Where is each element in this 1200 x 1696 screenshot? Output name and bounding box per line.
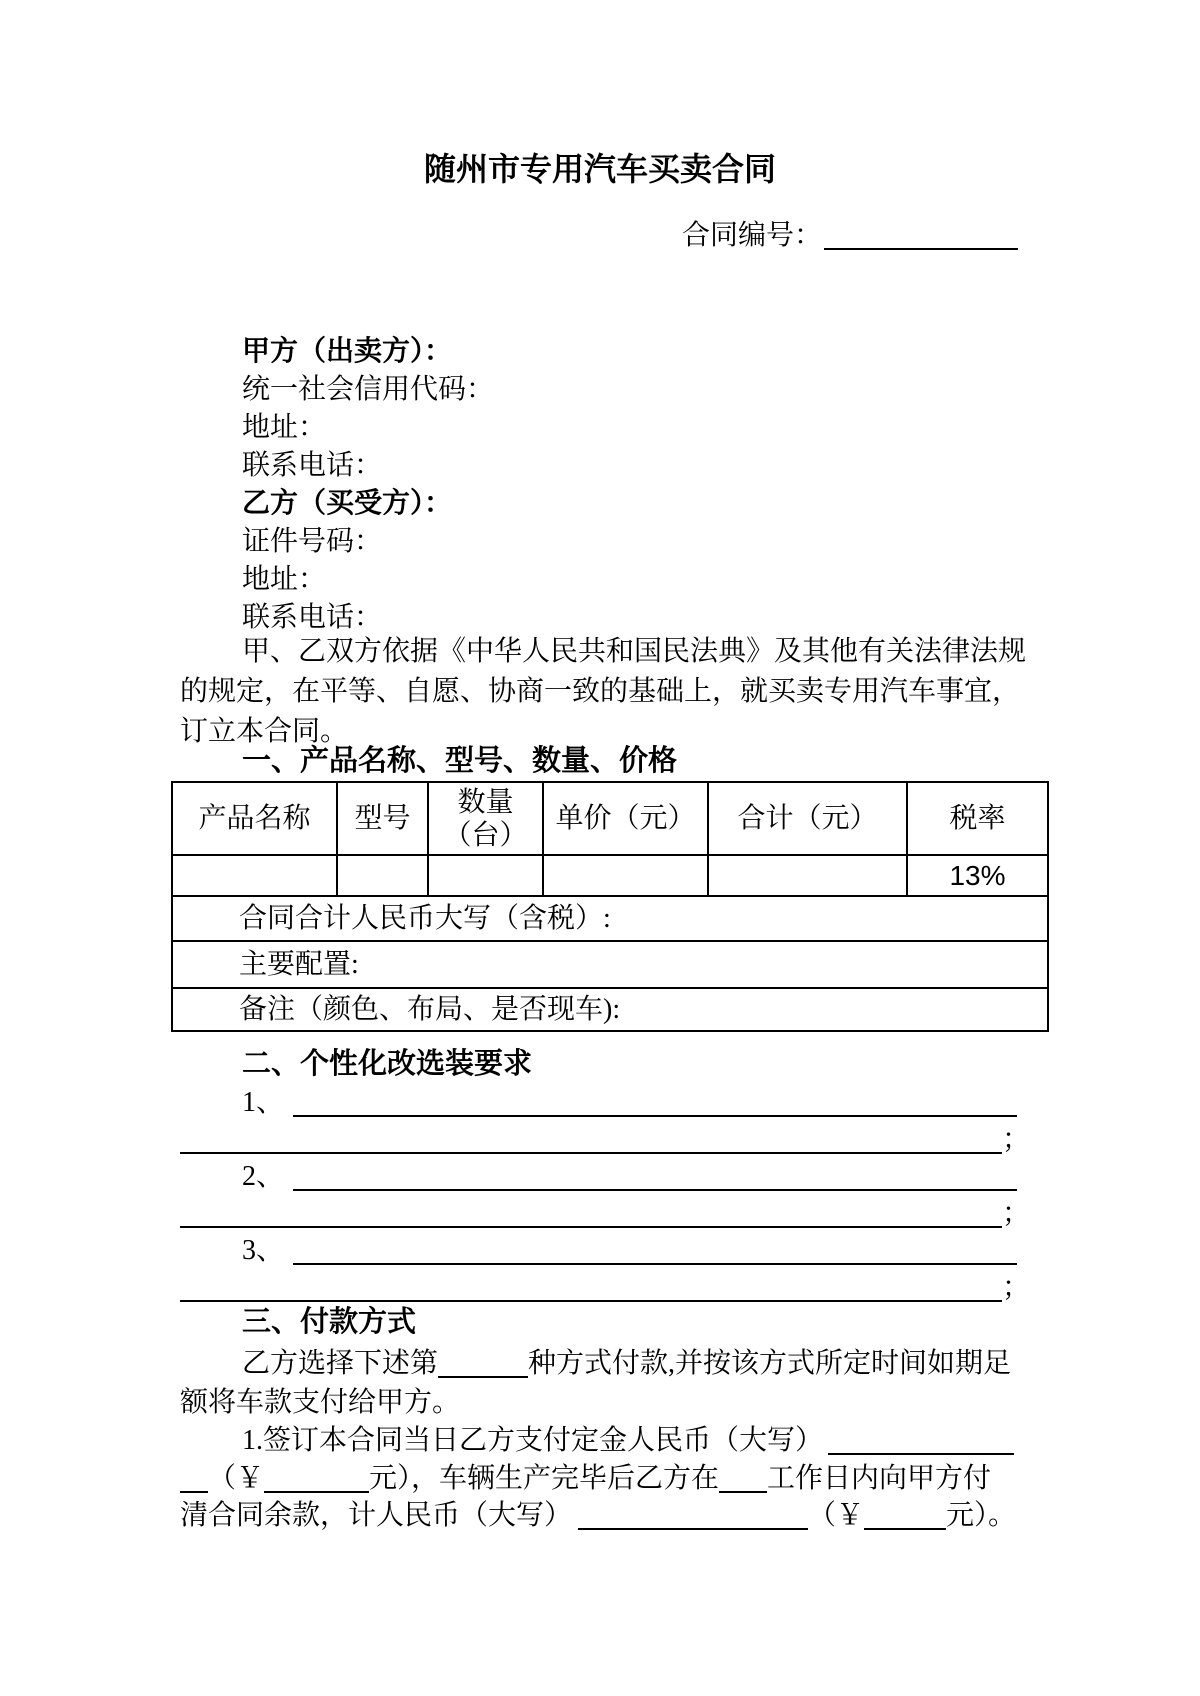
payment-choose-post: 种方式付款,并按该方式所定时间如期足 (528, 1348, 1012, 1379)
cell-product-value (172, 855, 337, 896)
col-header-product: 产品名称 (172, 782, 337, 855)
row-total-label: 合同合计人民币大写（含税）: (172, 896, 1048, 941)
custom-item-3-continuation (180, 1271, 1030, 1305)
table-data-row (172, 855, 1048, 896)
custom-item-1-blank (293, 1087, 1017, 1117)
deposit-amount-words-blank (828, 1425, 1014, 1455)
col-header-model: 型号 (337, 782, 428, 855)
page-title: 随州市专用汽车买卖合同 (423, 151, 776, 187)
custom-item-2-blank (293, 1161, 1017, 1191)
cell-total-value (708, 855, 907, 896)
party-a-address: 地址： (242, 412, 327, 443)
cell-quantity-value (428, 855, 543, 896)
cell-unit-price-value (543, 855, 708, 896)
deposit-line-2 (180, 1462, 991, 1496)
custom-item-1-continuation (180, 1123, 1030, 1157)
balance-yen-open: （￥ (808, 1500, 865, 1531)
payment-choose-line-1 (242, 1347, 1011, 1381)
deposit-line-1 (242, 1424, 1014, 1458)
cell-model-value (337, 855, 428, 896)
custom-item-2 (242, 1160, 1017, 1194)
deposit-words-continuation-blank (180, 1463, 208, 1493)
contract-number-line (682, 219, 1018, 253)
party-a-label: 甲方（出卖方）： (242, 336, 453, 367)
custom-item-2-number: 2、 (242, 1161, 285, 1192)
table-total-row (172, 896, 1048, 941)
table-remark-row (172, 988, 1048, 1031)
balance-words-blank (578, 1500, 808, 1530)
deposit-yen-open: （￥ (208, 1463, 265, 1494)
working-days-blank (719, 1463, 767, 1493)
semicolon: ； (1002, 1198, 1031, 1229)
custom-item-1-number: 1、 (242, 1087, 285, 1118)
contract-number-label: 合同编号： (682, 220, 823, 251)
cell-tax-rate-value: 13% (907, 855, 1048, 896)
deposit-amount-figures-blank (264, 1463, 369, 1493)
preamble-line-1: 甲、乙双方依据《中华人民共和国民法典》及其他有关法律法规 (242, 636, 1027, 667)
semicolon: ； (1002, 1272, 1031, 1303)
payment-choose-line-2: 额将车款支付给甲方。 (180, 1387, 461, 1418)
custom-item-3-blank-2 (180, 1272, 1002, 1302)
deposit-line-2-mid: 元），车辆生产完毕后乙方在 (369, 1463, 720, 1494)
party-a-credit-code: 统一社会信用代码： (242, 374, 495, 405)
deposit-line-1-text: 1.签订本合同当日乙方支付定金人民币（大写） (242, 1425, 824, 1456)
payment-choose-pre: 乙方选择下述第 (242, 1348, 439, 1379)
semicolon: ； (1002, 1124, 1031, 1155)
custom-item-2-continuation (180, 1197, 1030, 1231)
section-two-heading: 二、个性化改选装要求 (242, 1048, 533, 1080)
party-b-id-number: 证件号码： (242, 526, 383, 557)
col-header-quantity-bottom: （台） (443, 819, 528, 851)
custom-item-3-number: 3、 (242, 1235, 285, 1266)
col-header-total: 合计（元） (708, 782, 907, 855)
col-header-unit-price: 单价（元） (543, 782, 708, 855)
section-three-heading: 三、付款方式 (242, 1306, 417, 1338)
party-a-phone: 联系电话： (242, 450, 383, 481)
payment-method-blank (438, 1348, 528, 1378)
deposit-line-3-pre: 清合同余款，计人民币（大写） (180, 1500, 573, 1531)
party-b-address: 地址： (242, 564, 327, 595)
custom-item-1-blank-2 (180, 1124, 1002, 1154)
deposit-line-2-end: 工作日内向甲方付 (767, 1463, 992, 1494)
party-b-label: 乙方（买受方）： (242, 488, 453, 519)
deposit-line-3 (180, 1499, 1016, 1533)
preamble-line-3: 订立本合同。 (180, 716, 349, 747)
col-header-quantity-top: 数量 (457, 786, 514, 818)
table-config-row (172, 941, 1048, 988)
col-header-quantity (428, 782, 543, 855)
section-one-heading: 一、产品名称、型号、数量、价格 (242, 745, 678, 777)
party-b-phone: 联系电话： (242, 602, 383, 633)
custom-item-3-blank (293, 1235, 1017, 1265)
preamble-line-2: 的规定，在平等、自愿、协商一致的基础上，就买卖专用汽车事宜， (180, 676, 1021, 707)
row-remark-label: 备注（颜色、布局、是否现车): (172, 988, 1048, 1031)
table-header-row (172, 782, 1048, 855)
balance-figures-blank (864, 1500, 946, 1530)
custom-item-3 (242, 1234, 1017, 1268)
custom-item-2-blank-2 (180, 1198, 1002, 1228)
contract-number-blank (824, 220, 1018, 250)
col-header-tax-rate: 税率 (907, 782, 1048, 855)
deposit-line-3-end: 元）。 (946, 1500, 1017, 1531)
custom-item-1 (242, 1086, 1017, 1120)
row-config-label: 主要配置: (172, 941, 1048, 988)
products-table (171, 781, 1049, 1032)
